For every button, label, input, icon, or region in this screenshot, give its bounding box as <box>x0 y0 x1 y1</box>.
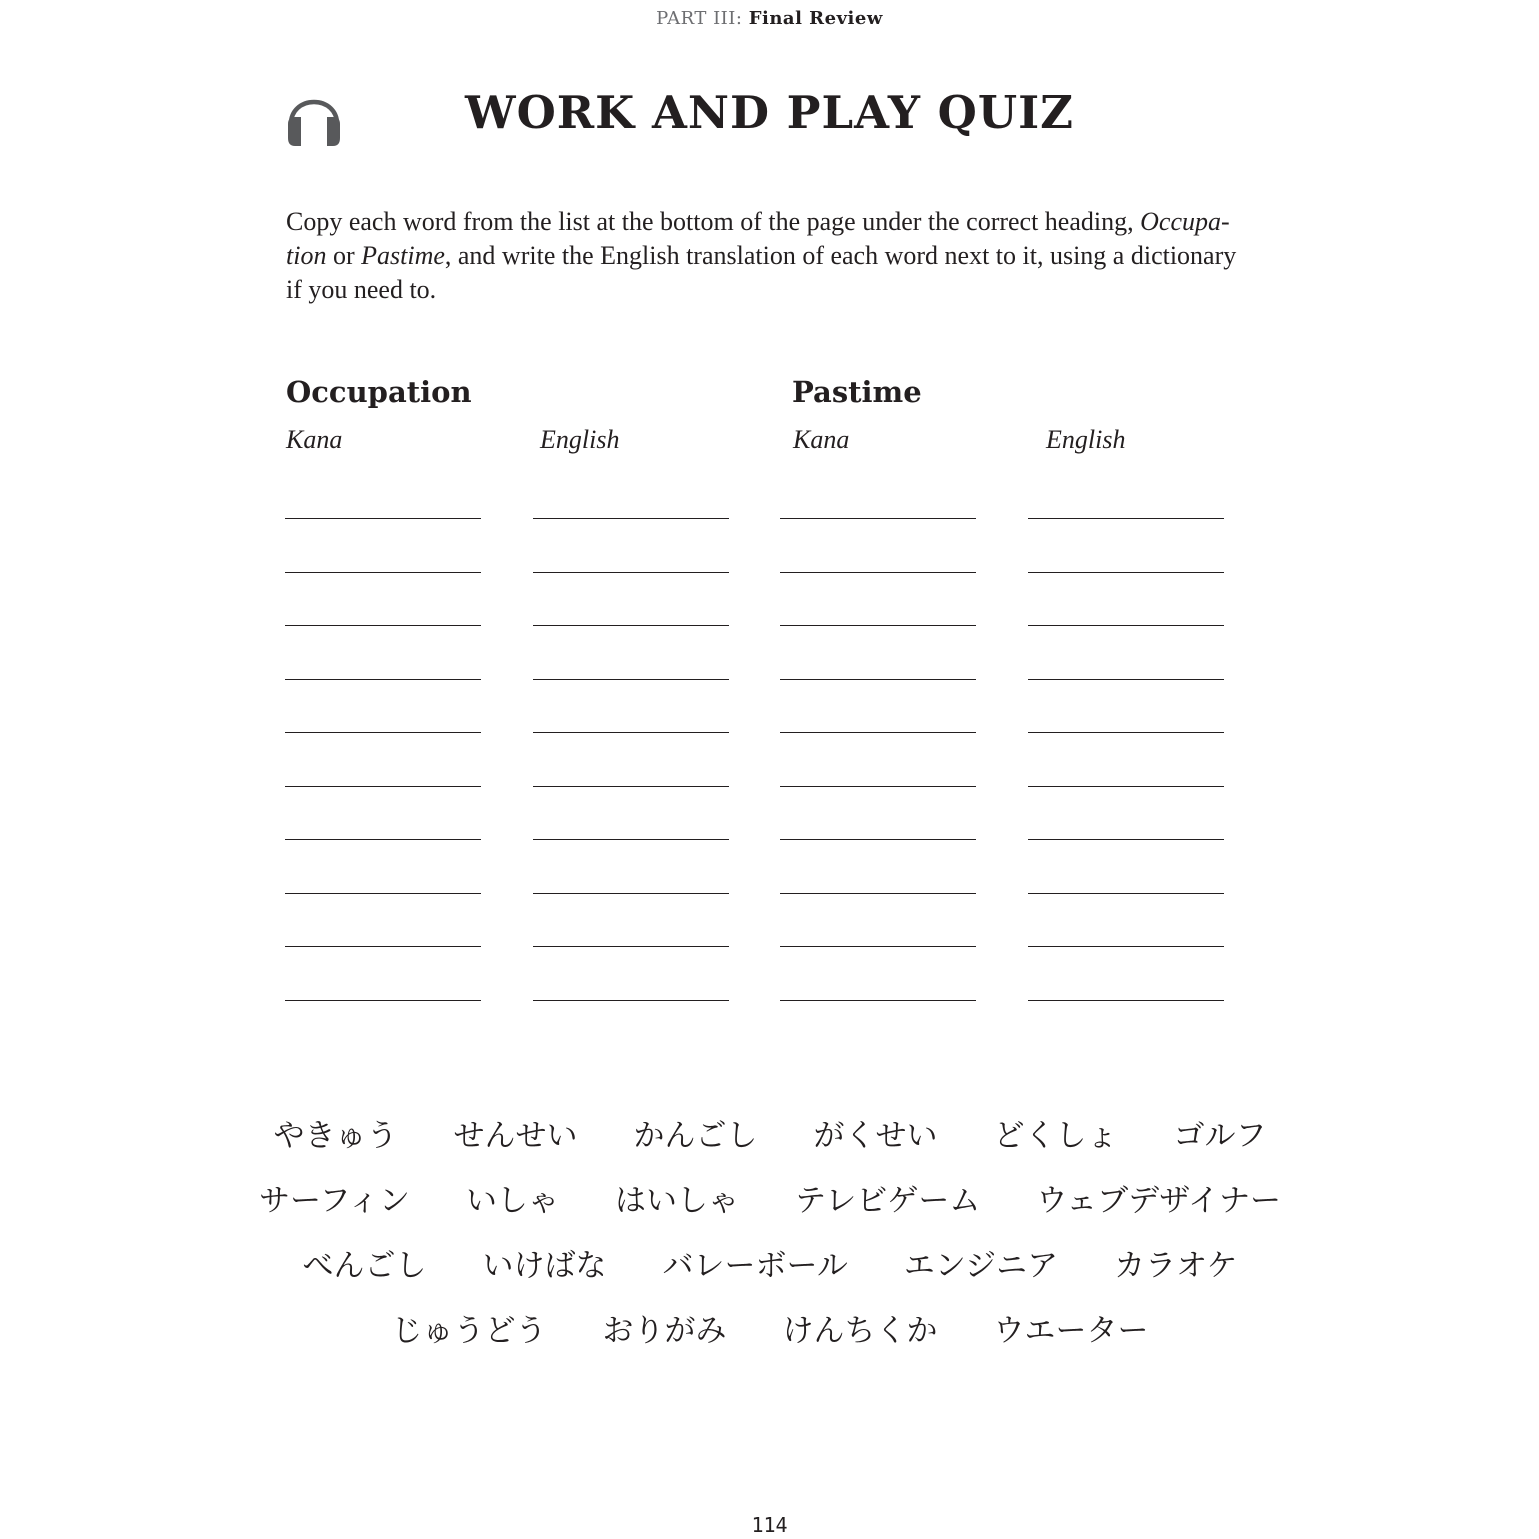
answer-line <box>780 518 976 519</box>
word-bank-item: いけばな <box>482 1248 607 1284</box>
word-bank-item: やきゅう <box>273 1118 398 1154</box>
answer-line <box>780 572 976 573</box>
answer-line <box>1028 839 1224 840</box>
answer-line <box>285 518 481 519</box>
occupation-kana-lines <box>285 518 481 1053</box>
word-bank-item: おりがみ <box>602 1313 727 1349</box>
answer-line <box>780 946 976 947</box>
pastime-english-label: English <box>1046 425 1126 454</box>
word-bank-item: せんせい <box>453 1118 578 1154</box>
answer-line <box>1028 572 1224 573</box>
word-bank-row <box>250 1165 1290 1230</box>
word-bank <box>250 1100 1290 1360</box>
answer-line <box>1028 893 1224 894</box>
pastime-english-lines <box>1028 518 1224 1053</box>
answer-line <box>533 839 729 840</box>
answer-line <box>533 625 729 626</box>
answer-line <box>533 518 729 519</box>
answer-line <box>780 839 976 840</box>
word-bank-item: バレーボール <box>662 1248 848 1284</box>
instructions-pastime: Pastime <box>361 241 445 270</box>
word-bank-item: ウエーター <box>993 1313 1149 1349</box>
answer-line <box>780 1000 976 1001</box>
answer-line <box>285 893 481 894</box>
occupation-kana-label: Kana <box>286 425 343 454</box>
answer-line <box>780 625 976 626</box>
running-head-part: PART III: <box>656 8 743 29</box>
instructions-occupation: Occupa-tion <box>286 207 1230 270</box>
answer-line <box>780 786 976 787</box>
word-bank-item: ゴルフ <box>1173 1118 1267 1154</box>
instructions-text-3: , and write the English translation of each word next to it, using a dictionary if you need to. <box>286 241 1237 304</box>
answer-line <box>1028 679 1224 680</box>
running-head-section: Final Review <box>748 8 883 29</box>
answer-line <box>285 946 481 947</box>
answer-line <box>285 786 481 787</box>
answer-line <box>285 732 481 733</box>
answer-line <box>1028 518 1224 519</box>
word-bank-row <box>250 1230 1290 1295</box>
word-bank-item: サーフィン <box>259 1183 410 1219</box>
answer-line <box>1028 732 1224 733</box>
answer-line <box>285 839 481 840</box>
answer-line <box>285 1000 481 1001</box>
page-title: WORK AND PLAY QUIZ <box>465 86 1074 139</box>
instructions-text-1: Copy each word from the list at the bottom of the page under the correct heading, <box>286 207 1141 236</box>
answer-line <box>285 572 481 573</box>
answer-line <box>533 572 729 573</box>
occupation-heading: Occupation <box>286 375 472 409</box>
answer-line <box>1028 786 1224 787</box>
answer-line <box>533 1000 729 1001</box>
instructions <box>286 205 1256 307</box>
answer-line <box>533 893 729 894</box>
word-bank-item: ウェブデザイナー <box>1036 1183 1281 1219</box>
answer-line <box>533 946 729 947</box>
page-number: 114 <box>751 1513 788 1537</box>
pastime-heading: Pastime <box>792 375 922 409</box>
answer-line <box>780 732 976 733</box>
answer-line <box>780 679 976 680</box>
occupation-english-label: English <box>540 425 620 454</box>
answer-line <box>1028 946 1224 947</box>
pastime-kana-lines <box>780 518 976 1053</box>
answer-line <box>533 679 729 680</box>
occupation-english-lines <box>533 518 729 1053</box>
pastime-kana-label: Kana <box>793 425 850 454</box>
word-bank-item: テレビゲーム <box>795 1183 981 1219</box>
running-head <box>0 8 1539 29</box>
word-bank-row <box>250 1295 1290 1360</box>
word-bank-item: エンジニア <box>903 1248 1059 1284</box>
word-bank-item: いしゃ <box>466 1183 559 1219</box>
word-bank-item: けんちくか <box>782 1313 938 1349</box>
answer-line <box>533 786 729 787</box>
word-bank-item: かんごし <box>633 1118 758 1154</box>
answer-line <box>285 679 481 680</box>
word-bank-item: カラオケ <box>1114 1248 1238 1284</box>
instructions-text-2: or <box>326 241 362 270</box>
answer-line <box>285 625 481 626</box>
answer-line <box>533 732 729 733</box>
answer-line <box>1028 1000 1224 1001</box>
answer-line <box>1028 625 1224 626</box>
word-bank-item: どくしょ <box>993 1118 1118 1154</box>
word-bank-item: がくせい <box>813 1118 938 1154</box>
word-bank-item: はいしゃ <box>615 1183 739 1219</box>
word-bank-item: べんごし <box>302 1248 427 1284</box>
answer-line <box>780 893 976 894</box>
word-bank-item: じゅうどう <box>391 1313 547 1349</box>
word-bank-row <box>250 1100 1290 1165</box>
